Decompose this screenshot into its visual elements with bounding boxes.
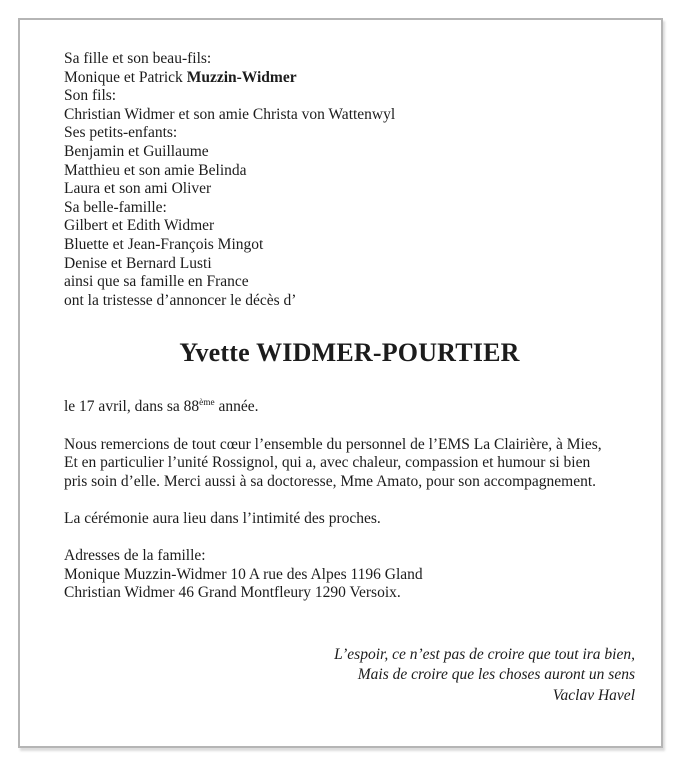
family-line: Gilbert et Edith Widmer bbox=[64, 217, 215, 235]
family-list bbox=[64, 50, 635, 310]
daughter-surname-bold: Muzzin-Widmer bbox=[186, 68, 297, 86]
thanks-line: Et en particulier l’unité Rossignol, qui a, avec chaleur, compassion et humour si bien bbox=[64, 454, 591, 472]
deceased-name: Yvette WIDMER-POURTIER bbox=[179, 338, 520, 368]
date-text-before: le 17 avril, dans sa 88 bbox=[64, 398, 200, 416]
thanks-line: pris soin d’elle. Merci aussi à sa doctoresse, Mme Amato, pour son accompagnement. bbox=[64, 472, 597, 490]
family-line: Bluette et Jean-François Mingot bbox=[64, 235, 264, 253]
family-line: Laura et son ami Oliver bbox=[64, 180, 212, 198]
family-line: Ses petits-enfants: bbox=[64, 124, 178, 142]
family-line: Son fils: bbox=[64, 87, 117, 105]
announcement-content bbox=[64, 50, 635, 706]
family-line: Christian Widmer et son amie Christa von Wattenwyl bbox=[64, 105, 396, 123]
date-superscript: ème bbox=[199, 398, 215, 409]
addresses-label: Adresses de la famille: bbox=[64, 547, 206, 565]
thanks-line: Nous remercions de tout cœur l’ensemble du personnel de l’EMS La Clairière, à Mies, bbox=[64, 435, 602, 453]
date-text-after: année. bbox=[214, 398, 259, 416]
family-line: ont la tristesse d’annoncer le décès d’ bbox=[64, 291, 297, 309]
address-line: Christian Widmer 46 Grand Montfleury 1290 Versoix. bbox=[64, 584, 401, 602]
announcement-card bbox=[18, 18, 663, 748]
family-line: Sa belle-famille: bbox=[64, 198, 167, 216]
family-line-daughter-label: Sa fille et son beau-fils: bbox=[64, 50, 212, 67]
address-line: Monique Muzzin-Widmer 10 A rue des Alpes 1196 Gland bbox=[64, 565, 423, 583]
death-date-line bbox=[64, 398, 635, 417]
family-line: ainsi que sa famille en France bbox=[64, 273, 249, 291]
thanks-paragraph bbox=[64, 436, 635, 492]
family-line: Matthieu et son amie Belinda bbox=[64, 161, 247, 179]
family-line: Benjamin et Guillaume bbox=[64, 142, 209, 160]
daughter-names-regular: Monique et Patrick bbox=[64, 68, 187, 86]
quote-attribution: Vaclav Havel bbox=[552, 686, 635, 704]
quote-line: Mais de croire que les choses auront un sens bbox=[357, 666, 635, 684]
ceremony-line: La cérémonie aura lieu dans l’intimité des proches. bbox=[64, 509, 381, 527]
quote-block bbox=[64, 645, 635, 707]
family-line-daughter-names bbox=[64, 69, 635, 88]
addresses-block bbox=[64, 547, 635, 603]
family-line: Denise et Bernard Lusti bbox=[64, 254, 212, 272]
quote-line: L’espoir, ce n’est pas de croire que tout ira bien, bbox=[334, 645, 635, 663]
